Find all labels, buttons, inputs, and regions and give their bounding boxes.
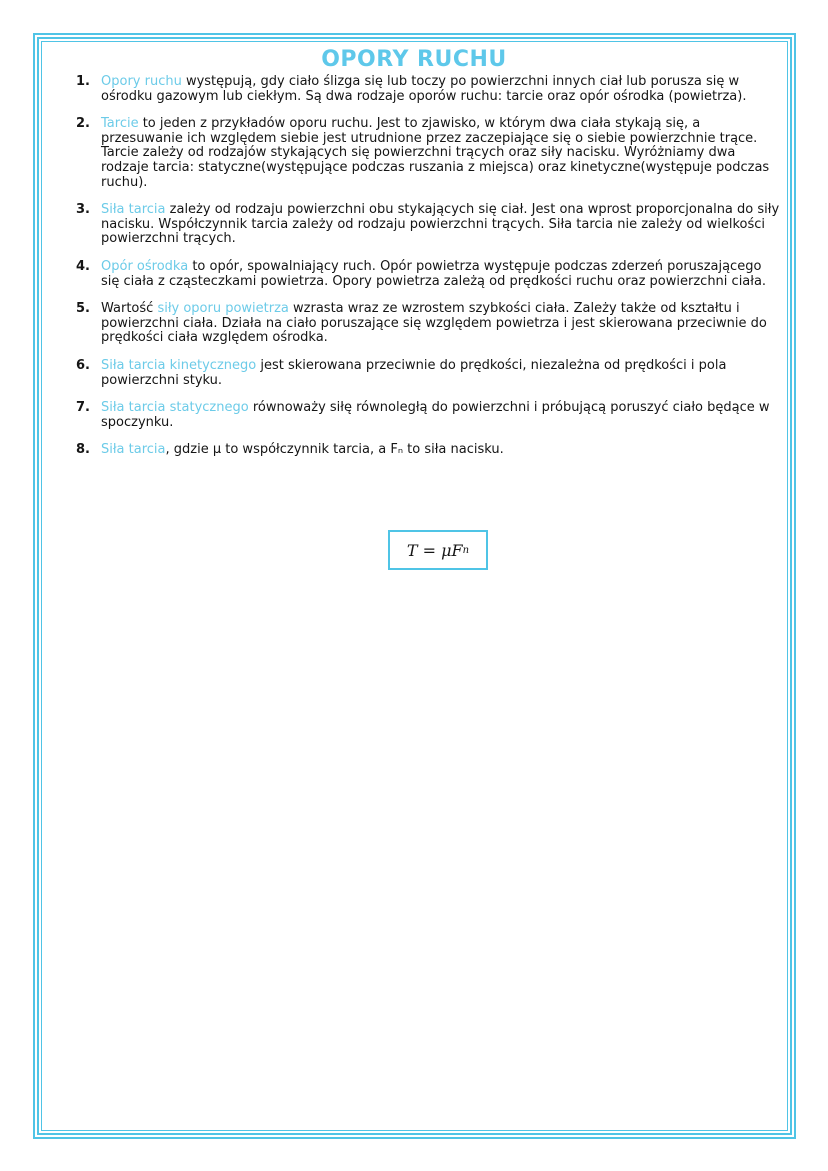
formula-equals: =	[417, 540, 442, 560]
item-number: 5.	[76, 301, 90, 317]
list-item	[64, 75, 780, 104]
item-number: 8.	[76, 442, 90, 458]
item-number: 7.	[76, 400, 90, 416]
item-term: Opory ruchu	[101, 74, 182, 89]
item-prefix: Wartość	[101, 301, 158, 317]
item-number: 6.	[76, 357, 90, 373]
item-text: równoważy siłę równoległą do powierzchni i próbującą poruszyć ciało będące w spoczynku.	[101, 400, 770, 430]
item-term: Siła tarcia statycznego	[101, 400, 249, 416]
item-text: wzrasta wraz ze wzrostem szybkości ciała. Zależy także od kształtu i powierzchni ciała. Działa na ciało poruszające się względem powietrza i jest skierowana przeciwnie do prędkości ciała względem ośrodka.	[101, 301, 767, 346]
item-text: zależy od rodzaju powierzchni obu stykających się ciał. Jest ona wprost proporcjonalna do siły nacisku. Współczynnik tarcia zależy od rodzaju powierzchni trących. Siła tarcia nie zależy od wielkości powierzchni trących.	[101, 202, 780, 247]
item-term: Siła tarcia	[101, 202, 166, 218]
list-item	[64, 260, 780, 289]
item-text: jest skierowana przeciwnie do prędkości, niezależna od prędkości i pola powierzchni styku.	[101, 357, 727, 388]
friction-formula-box	[388, 530, 488, 570]
item-term: Siła tarcia kinetycznego	[101, 357, 257, 373]
definitions-list	[64, 75, 780, 471]
item-text: to opór, spowalniający ruch. Opór powietrza występuje podczas zderzeń poruszającego się ciała z cząsteczkami powietrza. Opory powietrza zależą od prędkości ruchu oraz powierzchni ciała.	[101, 258, 767, 289]
item-text: to jeden z przykładów oporu ruchu. Jest to zjawisko, w którym dwa ciała stykają się, a przesuwanie ich względem siebie jest utrudnione przez zaczepiające się o siebie powierzchnie trące. Tarcie zależy od rodzajów stykających się powierzchni trących oraz siły nacisku. Wyróżniamy dwa rodzaje tarcia: statyczne(występujące podczas ruszania z miejsca) oraz kinetyczne(występuje podczas ruchu).	[101, 116, 770, 190]
formula-lhs: T	[406, 540, 418, 560]
item-text: występują, gdy ciało ślizga się lub toczy po powierzchni innych ciał lub porusza się w ośrodku gazowym lub ciekłym. Są dwa rodzaje oporów ruchu: tarcie oraz opór ośrodka (powietrza).	[101, 74, 747, 104]
item-text: , gdzie μ to współczynnik tarcia, a Fₙ to siła nacisku.	[165, 442, 504, 458]
item-term: Opór ośrodka	[101, 258, 189, 274]
item-number: 2.	[76, 116, 90, 132]
list-item	[64, 359, 780, 388]
item-number: 3.	[76, 202, 90, 218]
page-title: OPORY RUCHU	[321, 47, 507, 72]
formula-subscript: n	[462, 544, 470, 556]
list-item	[64, 443, 780, 458]
item-term: Tarcie	[101, 116, 139, 132]
formula-rhs: μF	[441, 540, 463, 560]
list-item	[64, 203, 780, 247]
item-number: 1.	[76, 74, 90, 89]
item-number: 4.	[76, 258, 90, 274]
item-term: siły oporu powietrza	[157, 301, 289, 317]
list-item	[64, 117, 780, 190]
item-term: Siła tarcia	[101, 442, 166, 458]
list-item	[64, 302, 780, 346]
list-item	[64, 401, 780, 430]
